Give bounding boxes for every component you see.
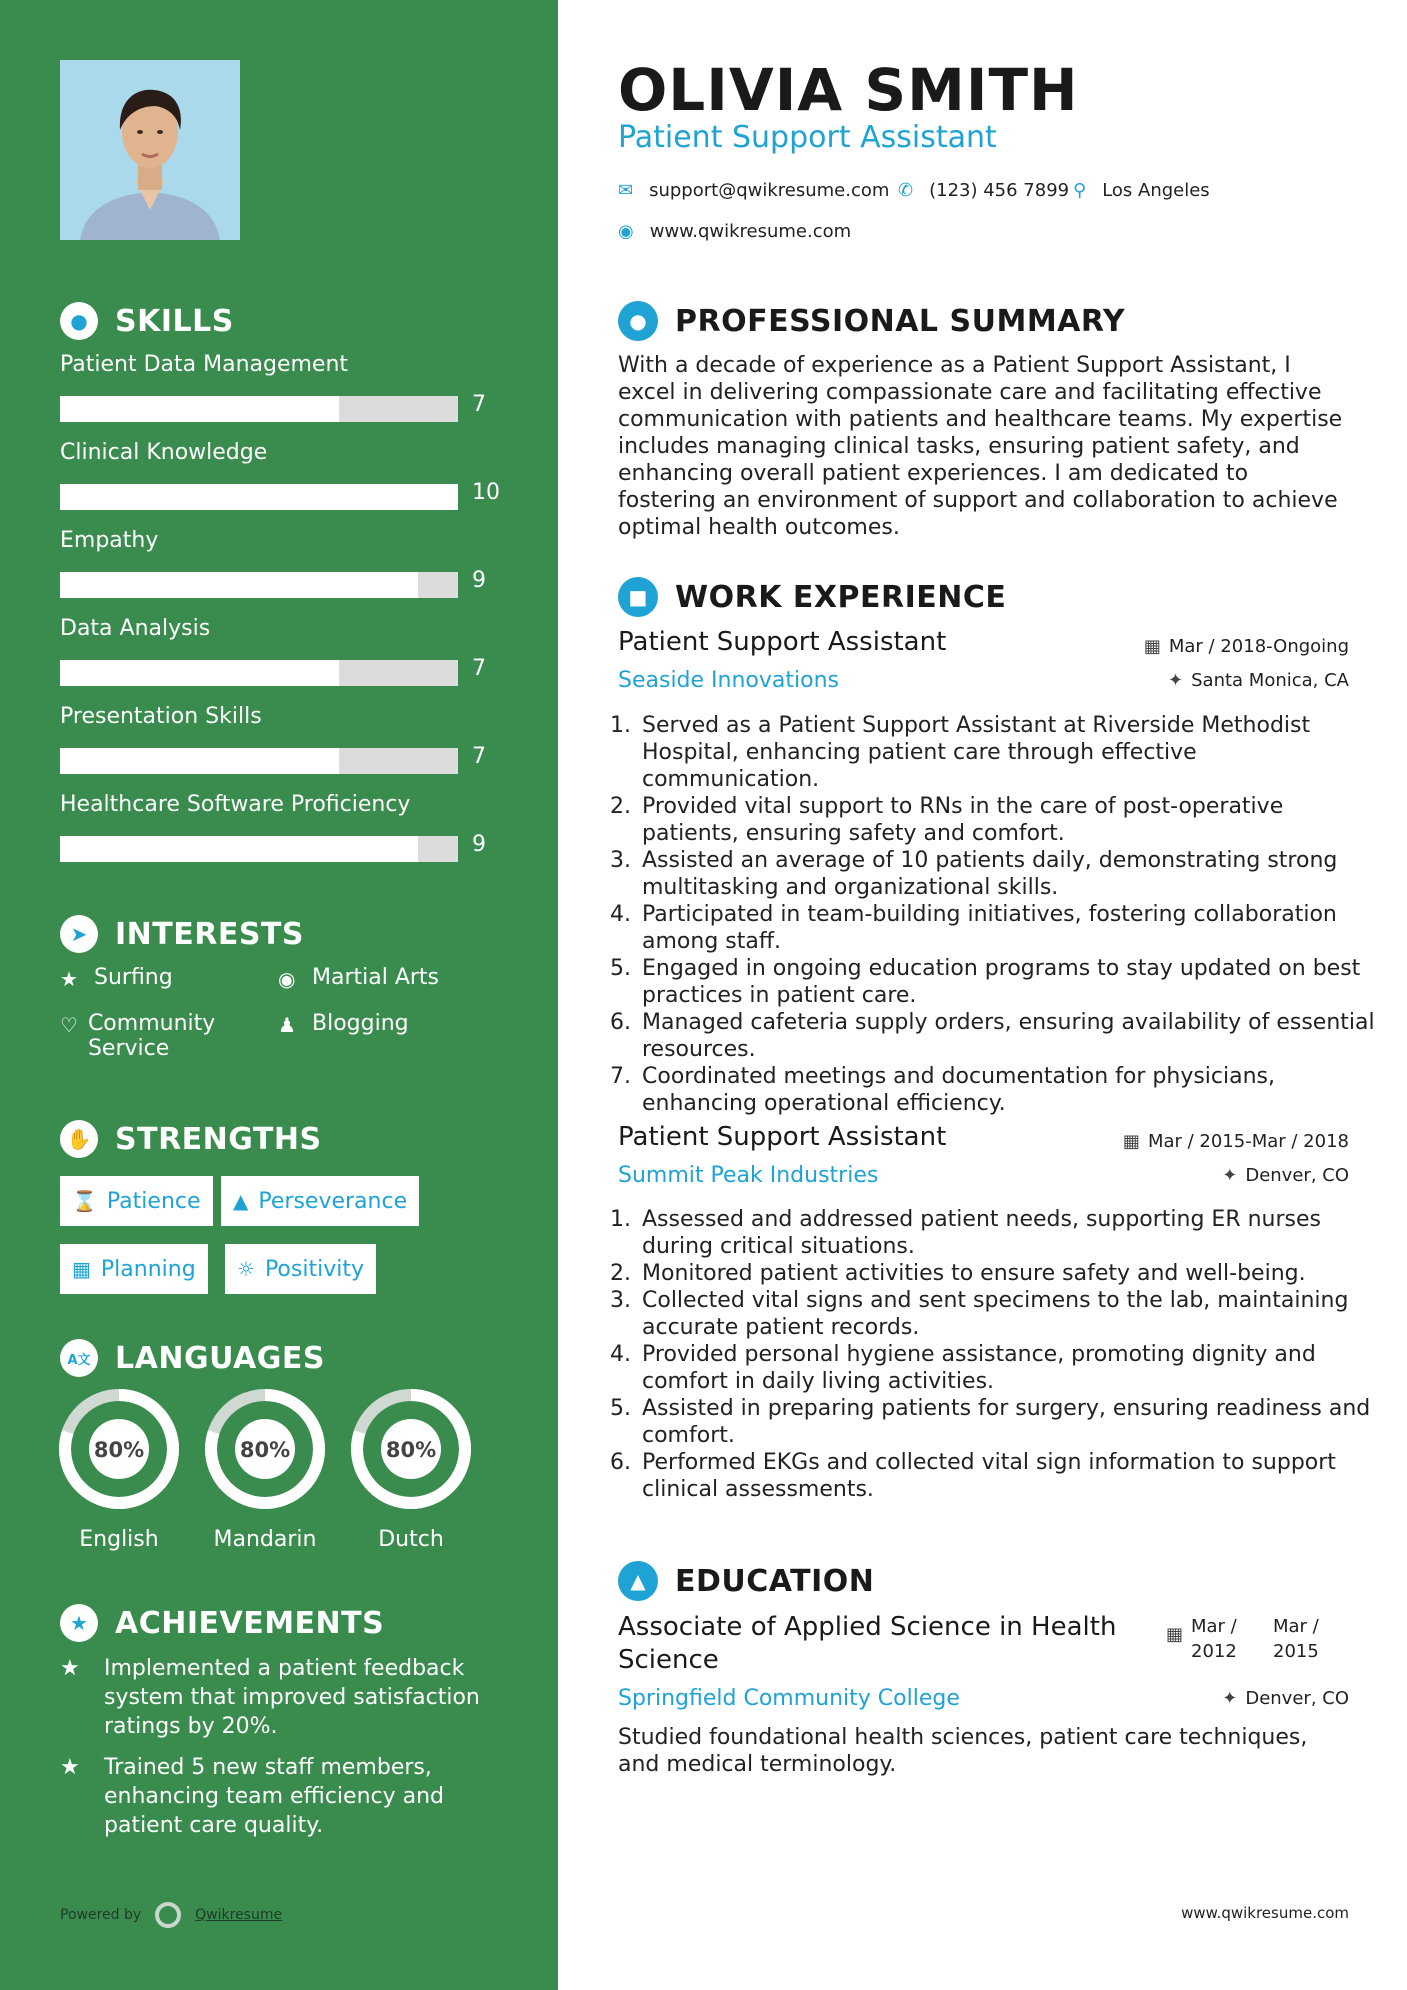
- powered-by: [60, 1902, 282, 1928]
- calendar-icon: ▦: [1122, 1131, 1140, 1152]
- strength-label: Patience: [106, 1188, 201, 1214]
- star-icon: ★: [60, 1656, 80, 1681]
- strength-label: Planning: [100, 1256, 196, 1282]
- education-description: Studied foundational health sciences, patient care techniques, and medical terminology.: [618, 1725, 1308, 1777]
- education-degree: Associate of Applied Science in Health Science: [618, 1612, 1117, 1675]
- interest-item: [60, 965, 173, 993]
- achievement-text: Trained 5 new staff members, enhancing team efficiency and patient care quality.: [104, 1755, 445, 1838]
- skill-item: [60, 440, 500, 505]
- skill-bar: [60, 572, 458, 598]
- summary-title: PROFESSIONAL SUMMARY: [675, 303, 1126, 339]
- strength-chip: [60, 1176, 213, 1226]
- skill-name: Healthcare Software Proficiency: [60, 792, 411, 817]
- skill-bar: [60, 396, 458, 422]
- strength-chip: [221, 1176, 419, 1226]
- skill-bar-fill: [60, 484, 458, 510]
- skill-bar: [60, 660, 458, 686]
- skill-value: 7: [472, 656, 486, 681]
- language-percent: 80%: [239, 1438, 291, 1462]
- skill-name: Empathy: [60, 528, 159, 553]
- profile-photo: [60, 60, 240, 240]
- skill-value: 9: [472, 568, 486, 593]
- job-location: [1222, 1165, 1349, 1186]
- heart-hand-icon: ♡: [60, 1013, 78, 1037]
- job-bullet: 5. Assisted in preparing patients for surgery, ensuring readiness and comfort.: [638, 1395, 1378, 1449]
- star-icon: ★: [60, 967, 78, 991]
- lightbulb-icon: ●: [60, 302, 98, 340]
- experience-heading: [618, 577, 1006, 617]
- experience-title: WORK EXPERIENCE: [675, 579, 1007, 615]
- education-title: EDUCATION: [675, 1563, 875, 1599]
- job-bullet: 4. Provided personal hygiene assistance, promoting dignity and comfort in daily living activities.: [638, 1341, 1378, 1395]
- portrait-image: [60, 60, 240, 240]
- skill-bar-fill: [60, 572, 418, 598]
- job-bullet: 1. Served as a Patient Support Assistant at Riverside Methodist Hospital, enhancing patient care through effective communication.: [638, 712, 1378, 793]
- interest-item: [278, 1011, 409, 1039]
- skill-bar-fill: [60, 396, 339, 422]
- language-ring: [203, 1387, 327, 1511]
- job-title: Patient Support Assistant: [618, 627, 947, 657]
- strength-label: Positivity: [264, 1256, 364, 1282]
- skill-item: [60, 792, 500, 857]
- job-dates-text: Mar / 2015-Mar / 2018: [1147, 1131, 1349, 1152]
- powered-label: Powered by: [60, 1907, 142, 1923]
- skill-item: [60, 352, 500, 417]
- achievement-item: [60, 1654, 500, 1741]
- achievements-heading: [60, 1604, 384, 1642]
- summary-heading: [618, 301, 1125, 341]
- skill-value: 7: [472, 392, 486, 417]
- email-text[interactable]: support@qwikresume.com: [649, 180, 890, 201]
- language-name: Dutch: [378, 1527, 444, 1552]
- language-ring: [57, 1387, 181, 1511]
- users-icon: ♟: [278, 1013, 296, 1037]
- skill-bar-fill: [60, 748, 339, 774]
- job-location-text: Denver, CO: [1245, 1165, 1349, 1186]
- job-bullet: 1. Assessed and addressed patient needs, supporting ER nurses during critical situations.: [638, 1206, 1378, 1260]
- interest-label: Martial Arts: [312, 965, 440, 990]
- hourglass-icon: ⌛: [72, 1189, 97, 1213]
- contact-website: [618, 221, 851, 242]
- globe-icon: ◉: [278, 967, 296, 991]
- language-name: English: [79, 1527, 159, 1552]
- language-percent: 80%: [385, 1438, 437, 1462]
- skill-value: 10: [472, 480, 500, 505]
- strengths-title: STRENGTHS: [115, 1121, 322, 1157]
- skill-bar: [60, 748, 458, 774]
- main-content: [558, 0, 1407, 1990]
- paper-plane-icon: ➤: [60, 915, 98, 953]
- interest-item: [278, 965, 439, 993]
- footer-url[interactable]: www.qwikresume.com: [1181, 1904, 1349, 1922]
- strength-chip: [225, 1244, 376, 1294]
- language-percent: 80%: [93, 1438, 145, 1462]
- location-text: Los Angeles: [1102, 180, 1210, 201]
- skill-name: Presentation Skills: [60, 704, 262, 729]
- sidebar: [0, 0, 558, 1990]
- interests-title: INTERESTS: [115, 916, 304, 952]
- job-title: Patient Support Assistant: [618, 1122, 947, 1152]
- pin-icon: ✦: [1168, 670, 1184, 691]
- job-bullet: 3. Assisted an average of 10 patients daily, demonstrating strong multitasking and organizational skills.: [638, 847, 1378, 901]
- interests-heading: [60, 915, 304, 953]
- powered-brand-link[interactable]: Qwikresume: [195, 1907, 283, 1923]
- skill-name: Data Analysis: [60, 616, 211, 641]
- job-bullet: 7. Coordinated meetings and documentation for physicians, enhancing operational efficiency.: [638, 1063, 1378, 1117]
- interest-label: Blogging: [312, 1011, 409, 1036]
- star-badge-icon: ★: [60, 1604, 98, 1642]
- job-bullet: 2. Monitored patient activities to ensure safety and well-being.: [638, 1260, 1378, 1287]
- job-company: Seaside Innovations: [618, 668, 839, 693]
- globe-icon: ◉: [618, 221, 634, 242]
- job-bullet: 2. Provided vital support to RNs in the care of post-operative patients, ensuring safety and comfort.: [638, 793, 1378, 847]
- skill-name: Clinical Knowledge: [60, 440, 268, 465]
- calendar-icon: ▦: [72, 1257, 91, 1281]
- skill-bar-fill: [60, 660, 339, 686]
- job-bullet: 3. Collected vital signs and sent specimens to the lab, maintaining accurate patient records.: [638, 1287, 1378, 1341]
- road-icon: ▲: [233, 1189, 249, 1213]
- star-icon: ★: [60, 1755, 80, 1780]
- contact-email: [618, 180, 889, 201]
- job-dates: [1144, 636, 1349, 657]
- phone-text: (123) 456 7899: [929, 180, 1070, 201]
- contact-phone: [898, 180, 1069, 201]
- education-heading: [618, 1561, 874, 1601]
- languages-title: LANGUAGES: [115, 1340, 325, 1376]
- job-dates-text: Mar / 2018-Ongoing: [1168, 636, 1349, 657]
- education-location-text: Denver, CO: [1245, 1688, 1349, 1709]
- qwikresume-logo-icon: [155, 1902, 181, 1928]
- sun-icon: ☼: [237, 1257, 255, 1281]
- achievements-title: ACHIEVEMENTS: [115, 1605, 385, 1641]
- hand-icon: ✋: [60, 1120, 98, 1158]
- user-icon: ●: [618, 301, 658, 341]
- education-school: Springfield Community College: [618, 1686, 960, 1711]
- strengths-heading: [60, 1120, 322, 1158]
- education-dates: [1166, 1614, 1349, 1664]
- language-item: [57, 1387, 181, 1552]
- skill-item: [60, 528, 500, 593]
- job-dates: [1123, 1131, 1349, 1152]
- contact-location: [1073, 180, 1210, 201]
- language-ring: [349, 1387, 473, 1511]
- job-bullet: 5. Engaged in ongoing education programs to stay updated on best practices in patient care.: [638, 955, 1378, 1009]
- education-date-start: Mar / 2012: [1191, 1616, 1237, 1662]
- skill-value: 9: [472, 832, 486, 857]
- interest-item: [60, 1011, 240, 1061]
- website-text[interactable]: www.qwikresume.com: [649, 221, 852, 242]
- graduation-cap-icon: ▲: [618, 1561, 658, 1601]
- summary-text: With a decade of experience as a Patient Support Assistant, I excel in delivering compassionate care and facilitating effective communication with patients and healthcare teams. My expertise includes managing clinical tasks, ensuring patient safety, and enhancing overall patient experiences. I am dedicated to fostering an environment of support and collaboration to achieve optimal health outcomes.: [618, 353, 1343, 540]
- skill-bar: [60, 836, 458, 862]
- skill-item: [60, 704, 500, 769]
- pin-icon: ✦: [1222, 1165, 1238, 1186]
- skill-bar-fill: [60, 836, 418, 862]
- job-company: Summit Peak Industries: [618, 1163, 879, 1188]
- skills-title: SKILLS: [115, 303, 234, 339]
- job-bullet: 4. Participated in team-building initiatives, fostering collaboration among staff.: [638, 901, 1378, 955]
- envelope-icon: ✉: [618, 180, 634, 201]
- strength-chip: [60, 1244, 208, 1294]
- achievement-item: [60, 1753, 500, 1840]
- education-date-end: Mar / 2015: [1273, 1616, 1319, 1662]
- skills-heading: [60, 302, 234, 340]
- skill-bar: [60, 484, 458, 510]
- calendar-icon: ▦: [1143, 636, 1161, 657]
- job-location-text: Santa Monica, CA: [1191, 670, 1349, 691]
- phone-icon: ✆: [898, 180, 914, 201]
- candidate-name: OLIVIA SMITH: [618, 56, 1079, 124]
- skill-name: Patient Data Management: [60, 352, 349, 377]
- job-bullet: 6. Managed cafeteria supply orders, ensuring availability of essential resources.: [638, 1009, 1378, 1063]
- job-bullets: [618, 712, 1378, 1117]
- job-location: [1168, 670, 1349, 691]
- achievement-text: Implemented a patient feedback system that improved satisfaction ratings by 20%.: [104, 1656, 480, 1739]
- language-item: [203, 1387, 327, 1552]
- job-bullet: 6. Performed EKGs and collected vital sign information to support clinical assessments.: [638, 1449, 1378, 1503]
- interest-label: Community Service: [87, 1011, 216, 1061]
- languages-heading: [60, 1339, 325, 1377]
- candidate-role: Patient Support Assistant: [618, 120, 997, 155]
- skill-item: [60, 616, 500, 681]
- language-item: [349, 1387, 473, 1552]
- map-pin-icon: ⚲: [1073, 180, 1087, 201]
- calendar-icon: ▦: [1165, 1624, 1183, 1645]
- pin-icon: ✦: [1222, 1688, 1238, 1709]
- skill-value: 7: [472, 744, 486, 769]
- interest-label: Surfing: [94, 965, 173, 990]
- language-name: Mandarin: [213, 1527, 317, 1552]
- strength-label: Perseverance: [258, 1188, 408, 1214]
- translate-icon: A文: [60, 1339, 98, 1377]
- education-location: [1222, 1688, 1349, 1709]
- briefcase-icon: ■: [618, 577, 658, 617]
- job-bullets: [618, 1206, 1378, 1503]
